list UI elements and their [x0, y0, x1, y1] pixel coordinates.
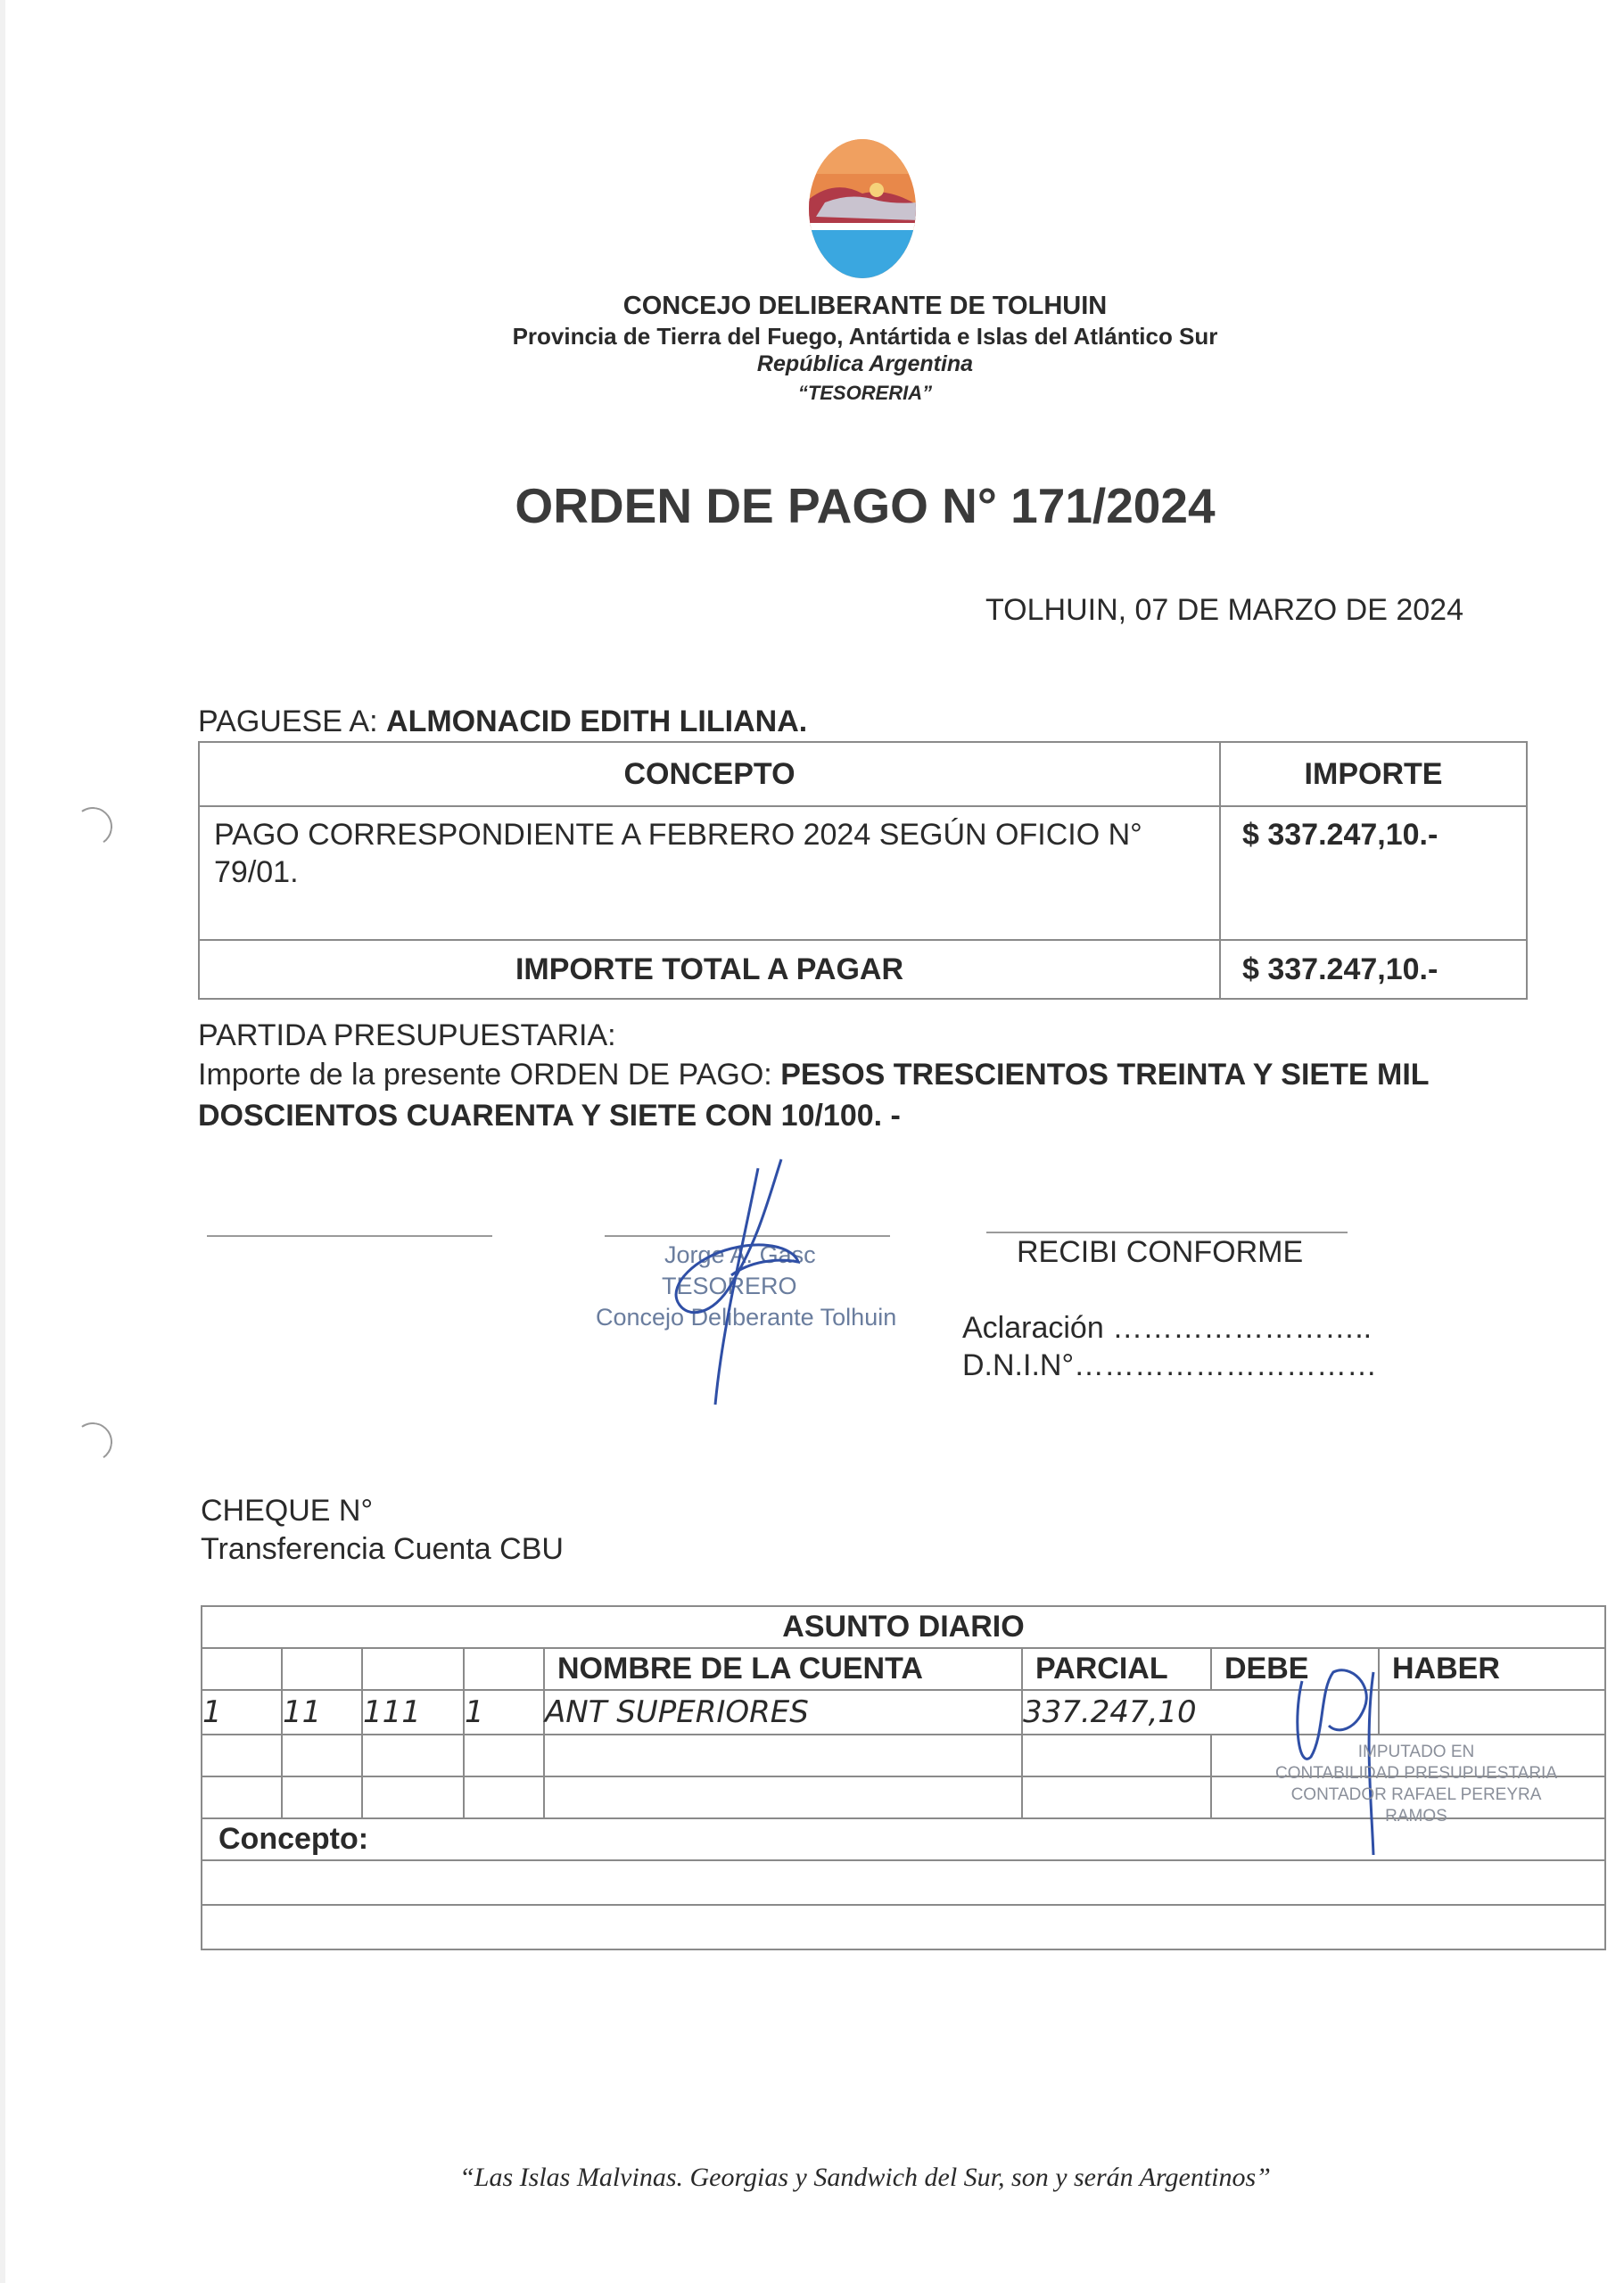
ledger-concept-label: Concepto: — [202, 1818, 1605, 1860]
payment-concept: PAGO CORRESPONDIENTE A FEBRERO 2024 SEGÚN OFICIO N° 79/01. — [199, 806, 1220, 940]
treasurer-role: TESORERO — [662, 1273, 797, 1299]
payee-label: PAGUESE A: — [198, 705, 378, 738]
importe-in-words — [198, 1054, 1536, 1136]
blank-cell — [282, 1776, 362, 1818]
payment-table-header — [199, 742, 1527, 806]
blank-cell — [362, 1735, 464, 1776]
received-label: RECIBI CONFORME — [1017, 1235, 1304, 1269]
treasurer-signature — [624, 1150, 829, 1409]
ledger-empty-row-2 — [202, 1905, 1605, 1949]
importe-prefix: Importe de la presente ORDEN DE PAGO: — [198, 1058, 772, 1092]
ledger-title-row — [202, 1606, 1605, 1648]
signature-line-left — [207, 1235, 492, 1237]
blank-cell — [544, 1776, 1022, 1818]
col-credit-header: HABER — [1379, 1648, 1605, 1690]
blank-cell — [544, 1735, 1022, 1776]
total-label: IMPORTE TOTAL A PAGAR — [199, 940, 1220, 999]
blank-cell — [362, 1776, 464, 1818]
department-name: “TESORERIA” — [797, 382, 933, 404]
total-amount: $ 337.247,10.- — [1220, 940, 1527, 999]
treasurer-org: Concejo Deliberante Tolhuin — [596, 1304, 897, 1331]
code-header-3 — [362, 1648, 464, 1690]
blank-cell — [1022, 1735, 1211, 1776]
col-concept-header: CONCEPTO — [199, 742, 1220, 806]
importe-words: PESOS TRESCIENTOS TREINTA Y SIETE MIL DOSCIENTOS CUARENTA Y SIETE CON 10/100. - — [198, 1058, 1429, 1133]
province-name: Provincia de Tierra del Fuego, Antártida e Islas del Atlántico Sur — [512, 323, 1218, 350]
payment-row — [199, 806, 1527, 940]
blank-cell — [464, 1735, 544, 1776]
payment-amount: $ 337.247,10.- — [1220, 806, 1527, 940]
country-name: República Argentina — [756, 351, 974, 376]
blank-cell — [282, 1735, 362, 1776]
code-header-4 — [464, 1648, 544, 1690]
col-debit-header: DEBE — [1211, 1648, 1379, 1690]
dni-field: D.N.I.N°………………………… — [962, 1348, 1378, 1382]
entry-partial: 337.247,10 — [1022, 1690, 1379, 1735]
code-header-2 — [282, 1648, 362, 1690]
col-amount-header: IMPORTE — [1220, 742, 1527, 806]
entry-account: ANT SUPERIORES — [544, 1690, 1022, 1735]
blank-cell — [202, 1776, 282, 1818]
partida-label: PARTIDA PRESUPUESTARIA: — [198, 1018, 616, 1052]
stamp-line-2: CONTABILIDAD PRESUPUESTARIA — [1274, 1764, 1558, 1783]
blank-cell — [1022, 1776, 1211, 1818]
stamp-line-1: IMPUTADO EN — [1357, 1743, 1475, 1761]
entry-code-3: 111 — [362, 1690, 464, 1735]
document-date: TOLHUIN, 07 DE MARZO DE 2024 — [985, 593, 1463, 627]
treasurer-name: Jorge A. Gasc — [664, 1241, 816, 1268]
council-logo — [807, 138, 918, 279]
entry-code-2: 11 — [282, 1690, 362, 1735]
ledger-empty-row-1 — [202, 1860, 1605, 1905]
entry-code-4: 1 — [464, 1690, 544, 1735]
blank-cell — [202, 1735, 282, 1776]
code-header-1 — [202, 1648, 282, 1690]
col-account-header: NOMBRE DE LA CUENTA — [544, 1648, 1022, 1690]
footer-motto: “Las Islas Malvinas. Georgias y Sandwich del Sur, son y serán Argentinos” — [459, 2163, 1271, 2192]
payment-table — [198, 741, 1528, 1000]
payment-total-row — [199, 940, 1527, 999]
punch-hole-bottom — [70, 1420, 116, 1465]
payee-line — [198, 705, 807, 739]
col-partial-header: PARCIAL — [1022, 1648, 1211, 1690]
org-name: CONCEJO DELIBERANTE DE TOLHUIN — [622, 292, 1108, 320]
blank-cell — [202, 1905, 1605, 1949]
transfer-label: Transferencia Cuenta CBU — [201, 1532, 564, 1566]
ledger-title: ASUNTO DIARIO — [202, 1606, 1605, 1648]
payee-name: ALMONACID EDITH LILIANA. — [386, 705, 808, 738]
cheque-label: CHEQUE N° — [201, 1494, 374, 1528]
blank-cell — [202, 1860, 1605, 1905]
accounting-stamp — [1265, 1742, 1568, 1827]
document-title: ORDEN DE PAGO N° 171/2024 — [515, 478, 1216, 533]
entry-code-1: 1 — [202, 1690, 282, 1735]
blank-cell — [464, 1776, 544, 1818]
signature-line-right — [986, 1232, 1348, 1233]
punch-hole-top — [70, 804, 116, 850]
stamp-line-3: CONTADOR RAFAEL PEREYRA RAMOS — [1290, 1785, 1542, 1826]
aclaracion-field: Aclaración …………………….. — [962, 1311, 1373, 1345]
